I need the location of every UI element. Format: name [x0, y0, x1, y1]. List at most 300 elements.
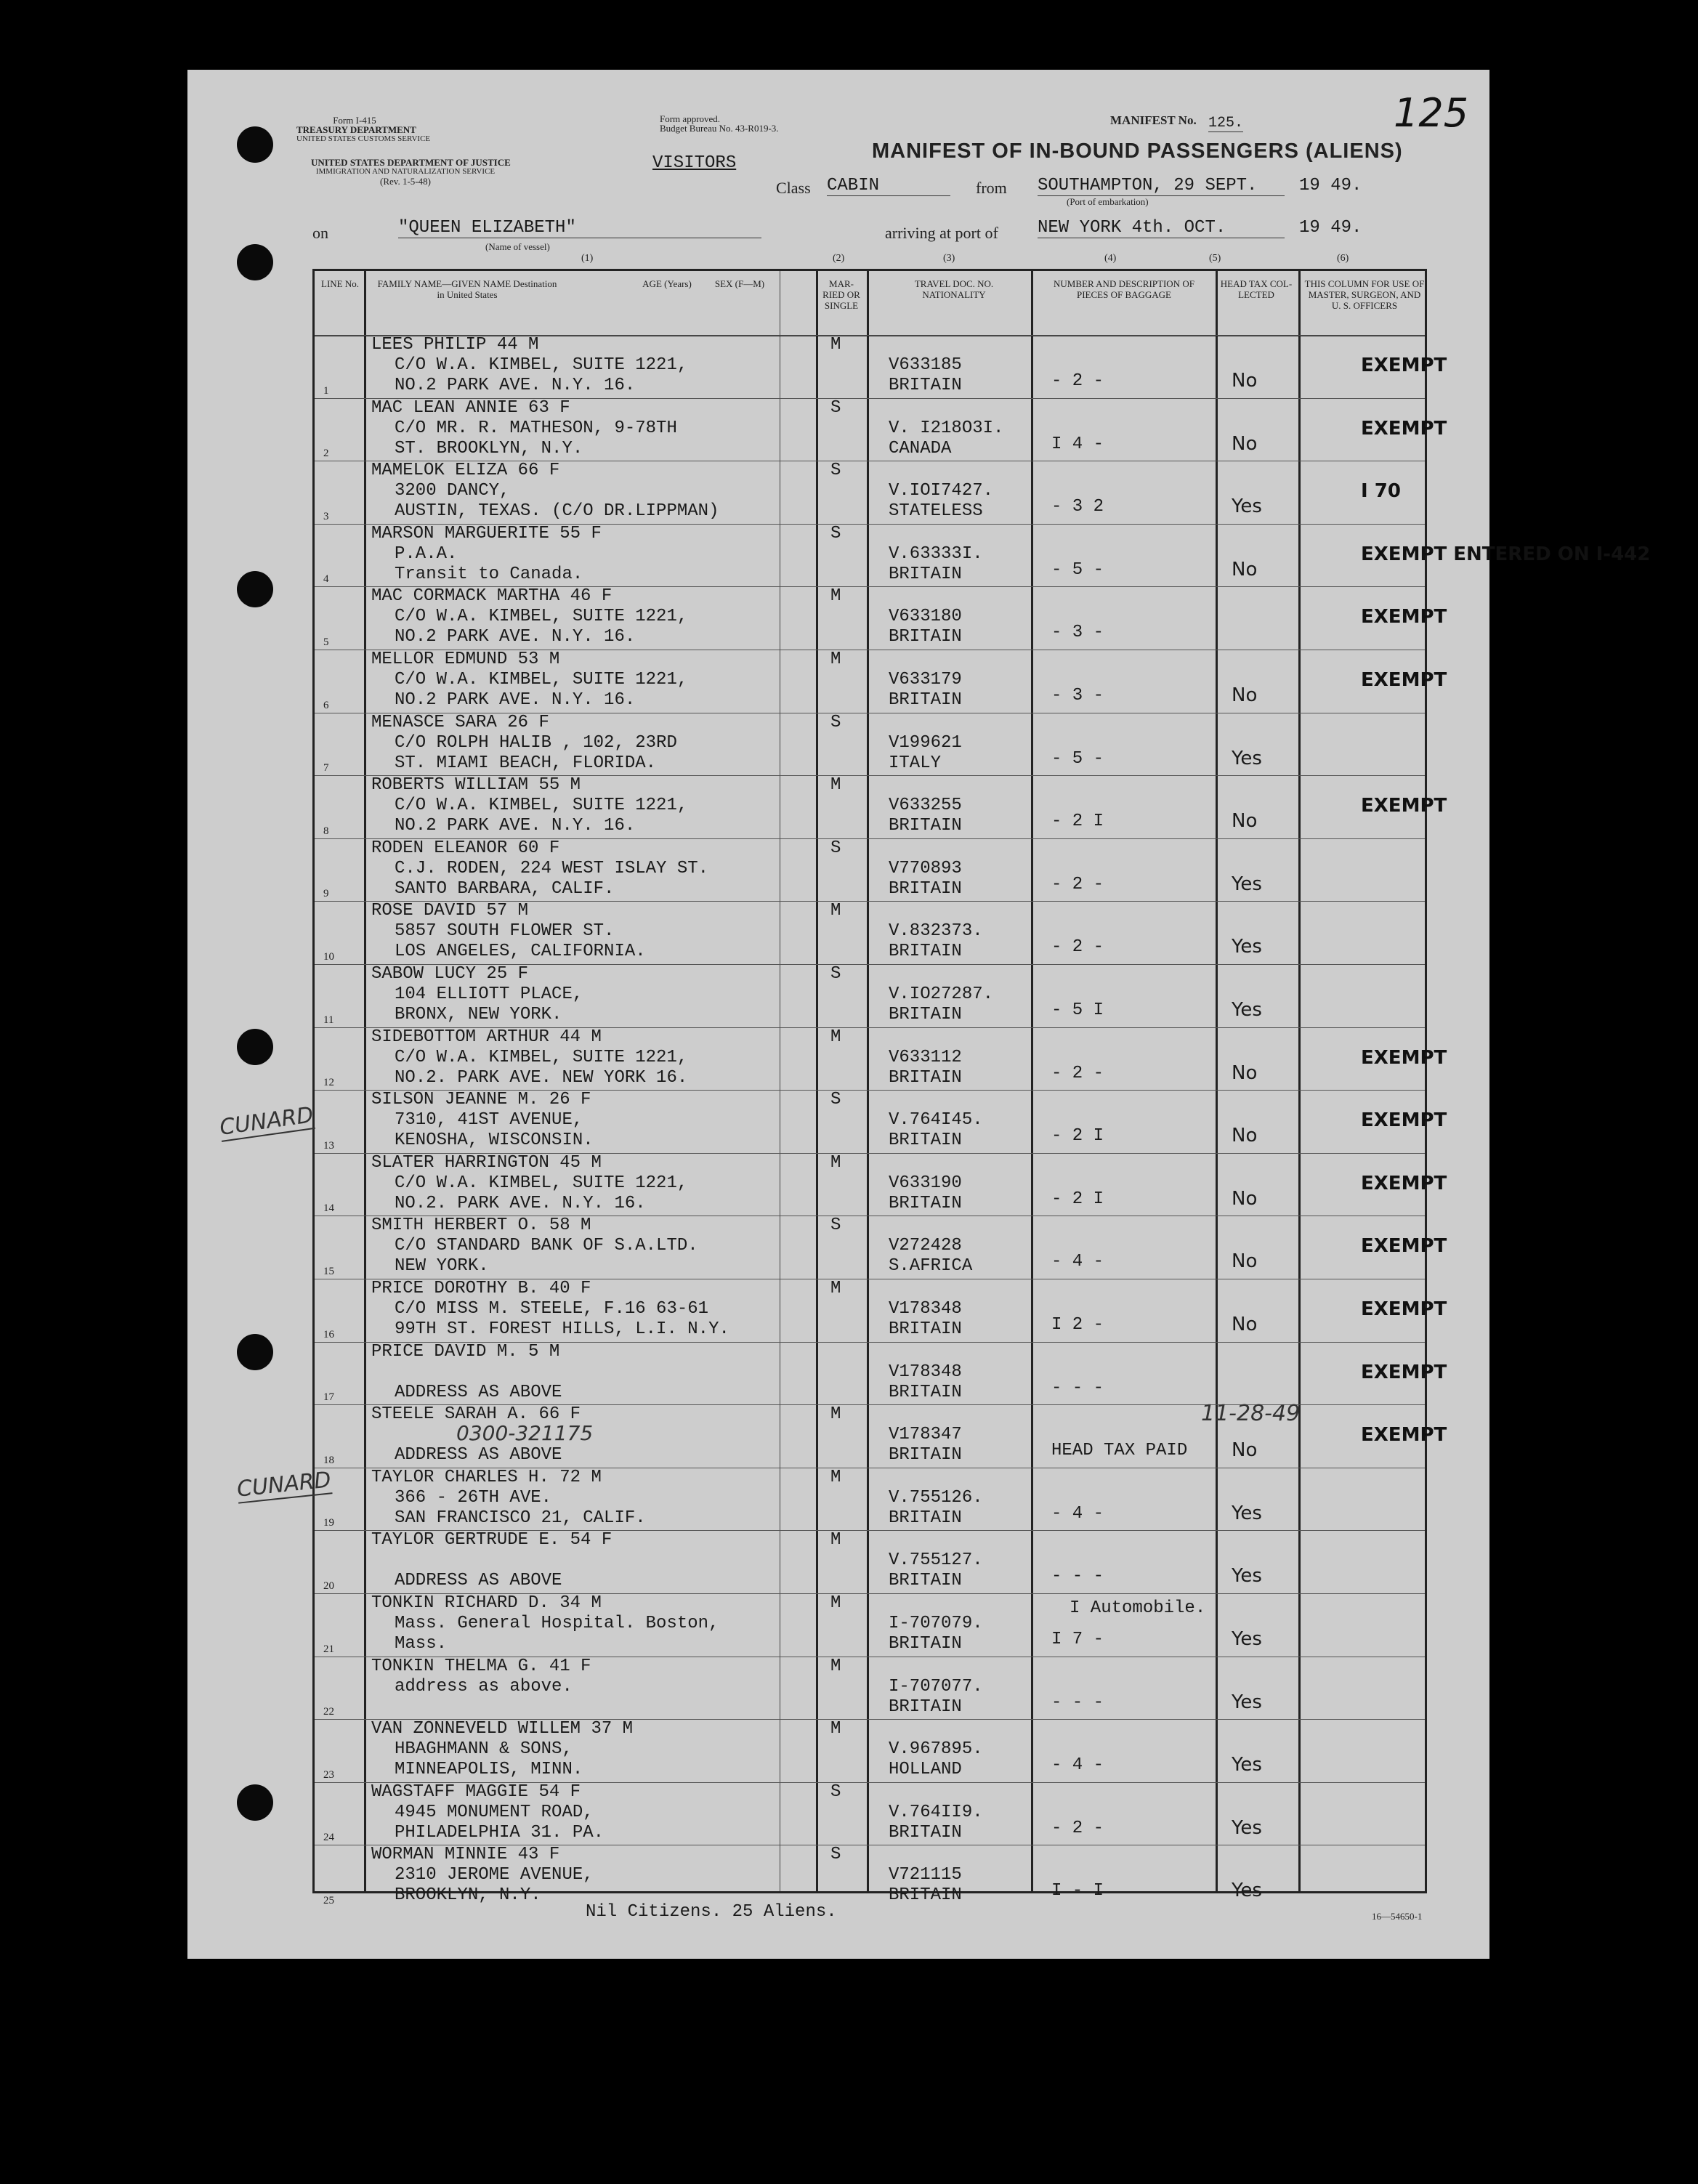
- nationality: BRITAIN: [889, 1445, 962, 1465]
- marital-status: S: [830, 1216, 841, 1236]
- baggage: I 2 -: [1051, 1315, 1104, 1335]
- manifest-no-handwritten: 125: [1394, 90, 1469, 136]
- travel-doc: V770893: [889, 858, 962, 878]
- address-line-1: C/O W.A. KIMBEL, SUITE 1221,: [395, 355, 688, 375]
- baggage: - - -: [1051, 1378, 1104, 1398]
- visitors-label: VISITORS: [652, 153, 737, 173]
- head-tax: No: [1232, 370, 1258, 392]
- nationality: BRITAIN: [889, 1822, 962, 1843]
- line-number: 4: [323, 573, 329, 586]
- baggage: - 2 I: [1051, 812, 1104, 832]
- table-row: [315, 586, 1447, 650]
- form-approved: Form approved.: [660, 113, 721, 124]
- address-line-2: LOS ANGELES, CALIFORNIA.: [395, 942, 646, 962]
- table-row: [315, 1719, 1425, 1783]
- marital-status: M: [830, 901, 841, 921]
- head-tax: Yes: [1232, 1502, 1262, 1524]
- travel-doc: V633179: [889, 670, 962, 689]
- baggage: - - -: [1051, 1692, 1104, 1712]
- address-line-2: Transit to Canada.: [395, 564, 583, 584]
- nationality: BRITAIN: [889, 1319, 962, 1339]
- automobile-note: I Automobile.: [1070, 1598, 1206, 1618]
- col-header-line: LINE No.: [321, 278, 359, 289]
- address-line-1: C/O MISS M. STEELE, F.16 63-61: [395, 1299, 709, 1319]
- marital-status: M: [830, 1593, 841, 1613]
- address-line-2: SAN FRANCISCO 21, CALIF.: [395, 1508, 646, 1528]
- vessel-name: "QUEEN ELIZABETH": [398, 218, 761, 238]
- marital-status: M: [830, 1027, 841, 1047]
- travel-doc: V.755127.: [889, 1550, 983, 1571]
- baggage: - 5 I: [1051, 1000, 1104, 1020]
- table-row: [315, 397, 1447, 462]
- address-line-1: C/O W.A. KIMBEL, SUITE 1221,: [395, 670, 688, 689]
- travel-doc: V.832373.: [889, 921, 983, 942]
- line-number: 21: [323, 1643, 334, 1655]
- nationality: BRITAIN: [889, 942, 962, 962]
- marital-status: S: [830, 964, 841, 984]
- line-number: 3: [323, 510, 329, 522]
- name-age-sex: ROBERTS WILLIAM 55 M: [371, 775, 581, 796]
- line-number: 19: [323, 1517, 334, 1529]
- head-tax: No: [1232, 432, 1258, 455]
- revision: (Rev. 1-5-48): [380, 176, 431, 187]
- address-line-1: HBAGHMANN & SONS,: [395, 1739, 573, 1760]
- form-code: 16—54650-1: [1372, 1911, 1423, 1922]
- punch-hole: [237, 571, 273, 607]
- address-line-2: ST. MIAMI BEACH, FLORIDA.: [395, 753, 657, 773]
- col-num: (6): [1337, 253, 1349, 264]
- line-number: 25: [323, 1894, 334, 1906]
- marital-status: S: [830, 838, 841, 858]
- nationality: BRITAIN: [889, 1193, 962, 1213]
- officer-stamp: EXEMPT: [1361, 795, 1447, 817]
- baggage: - 2 -: [1051, 371, 1104, 391]
- on-label: on: [312, 224, 328, 242]
- address-line-1: C/O ROLPH HALIB , 102, 23RD: [395, 732, 677, 753]
- nationality: HOLLAND: [889, 1760, 962, 1780]
- nationality: BRITAIN: [889, 1067, 962, 1088]
- officer-stamp: I 70: [1361, 480, 1401, 503]
- address-line-2: NO.2 PARK AVE. N.Y. 16.: [395, 690, 636, 710]
- name-age-sex: TAYLOR CHARLES H. 72 M: [371, 1467, 602, 1487]
- officer-stamp: EXEMPT: [1361, 1235, 1447, 1258]
- nationality: BRITAIN: [889, 1005, 962, 1024]
- travel-doc: V633255: [889, 796, 962, 816]
- name-age-sex: ROSE DAVID 57 M: [371, 901, 529, 921]
- address-line-1: address as above.: [395, 1676, 573, 1696]
- baggage: - 5 -: [1051, 748, 1104, 769]
- table-row: [315, 1152, 1447, 1217]
- cunard-note: CUNARD: [235, 1467, 333, 1502]
- head-tax: Yes: [1232, 1628, 1262, 1650]
- address-line-1: C/O W.A. KIMBEL, SUITE 1221,: [395, 607, 688, 627]
- head-tax: Yes: [1232, 747, 1262, 769]
- name-age-sex: MAMELOK ELIZA 66 F: [371, 461, 560, 481]
- name-age-sex: LEES PHILIP 44 M: [371, 335, 539, 355]
- address-line-1: C/O W.A. KIMBEL, SUITE 1221,: [395, 1173, 688, 1193]
- head-tax: Yes: [1232, 1816, 1262, 1839]
- travel-doc: V721115: [889, 1865, 962, 1885]
- address-line-1: 7310, 41ST AVENUE,: [395, 1110, 583, 1131]
- embarkation-note: (Port of embarkation): [1067, 196, 1149, 207]
- head-tax: Yes: [1232, 873, 1262, 895]
- table-row: [315, 713, 1425, 777]
- name-age-sex: SILSON JEANNE M. 26 F: [371, 1090, 591, 1110]
- head-tax: Yes: [1232, 999, 1262, 1021]
- name-age-sex: TAYLOR GERTRUDE E. 54 F: [371, 1530, 613, 1550]
- table-row: [315, 1468, 1425, 1532]
- treasury-dept: TREASURY DEPARTMENT: [296, 124, 416, 135]
- line-number: 8: [323, 825, 329, 837]
- nationality: BRITAIN: [889, 690, 962, 710]
- marital-status: M: [830, 1404, 841, 1425]
- address-line-2: NO.2. PARK AVE. N.Y. 16.: [395, 1193, 646, 1213]
- baggage: - 2 I: [1051, 1189, 1104, 1209]
- officer-stamp: EXEMPT: [1361, 1109, 1447, 1132]
- name-age-sex: RODEN ELEANOR 60 F: [371, 838, 560, 858]
- table-row: [315, 1341, 1447, 1406]
- baggage: - 2 -: [1051, 1818, 1104, 1838]
- line-number: 18: [323, 1454, 334, 1466]
- address-line-2: ADDRESS AS ABOVE: [395, 1571, 562, 1591]
- table-row: [315, 1530, 1425, 1594]
- col-num: (5): [1209, 253, 1221, 264]
- marital-status: M: [830, 1467, 841, 1487]
- nationality: CANADA: [889, 438, 952, 458]
- travel-doc: V.764I45.: [889, 1110, 983, 1131]
- name-age-sex: MAC LEAN ANNIE 63 F: [371, 397, 570, 418]
- baggage: HEAD TAX PAID: [1051, 1441, 1188, 1461]
- name-age-sex: SABOW LUCY 25 F: [371, 964, 529, 984]
- line-number: 16: [323, 1328, 334, 1340]
- officer-stamp: EXEMPT: [1361, 355, 1447, 376]
- address-line-2: AUSTIN, TEXAS. (C/O DR.LIPPMAN): [395, 501, 719, 522]
- table-row: [315, 838, 1425, 902]
- nationality: BRITAIN: [889, 627, 962, 647]
- manifest-table: [312, 269, 1651, 1906]
- line-number: 11: [323, 1014, 334, 1026]
- marital-status: S: [830, 712, 841, 732]
- col-num: (3): [943, 253, 955, 264]
- table-row: [315, 1216, 1447, 1279]
- address-line-1: C.J. RODEN, 224 WEST ISLAY ST.: [395, 858, 709, 878]
- name-age-sex: SIDEBOTTOM ARTHUR 44 M: [371, 1027, 602, 1047]
- class-label: Class: [776, 179, 811, 197]
- name-age-sex: WAGSTAFF MAGGIE 54 F: [371, 1781, 581, 1802]
- head-tax: No: [1232, 1061, 1258, 1084]
- address-line-2: ADDRESS AS ABOVE: [395, 1382, 562, 1402]
- table-row: [315, 775, 1447, 839]
- travel-doc: V.63333I.: [889, 543, 983, 564]
- nationality: BRITAIN: [889, 376, 962, 395]
- marital-status: S: [830, 1845, 841, 1865]
- line-number: 5: [323, 636, 329, 648]
- line-number: 12: [323, 1077, 334, 1089]
- travel-doc: V178347: [889, 1425, 962, 1445]
- travel-doc: V633112: [889, 1047, 962, 1067]
- arriving-value: NEW YORK 4th. OCT.: [1038, 218, 1285, 238]
- nationality: BRITAIN: [889, 1634, 962, 1654]
- table-row: [315, 523, 1651, 588]
- cunard-note: CUNARD: [218, 1102, 315, 1141]
- col-header-married: MAR-RIED OR SINGLE: [822, 278, 860, 311]
- nationality: BRITAIN: [889, 1508, 962, 1528]
- line-number: 6: [323, 699, 329, 711]
- manifest-no-label: MANIFEST No.: [1110, 113, 1197, 127]
- address-line-2: ST. BROOKLYN, N.Y.: [395, 438, 583, 458]
- marital-status: M: [830, 1279, 841, 1298]
- address-line-1: 4945 MONUMENT ROAD,: [395, 1802, 594, 1822]
- table-row: [315, 1657, 1425, 1720]
- address-line-2: NO.2 PARK AVE. N.Y. 16.: [395, 376, 636, 395]
- address-line-2: SANTO BARBARA, CALIF.: [395, 878, 615, 899]
- baggage: - - -: [1051, 1566, 1104, 1587]
- line-number: 2: [323, 448, 329, 460]
- address-line-2: Mass.: [395, 1634, 448, 1654]
- page-title: MANIFEST OF IN-BOUND PASSENGERS (ALIENS): [872, 139, 1403, 163]
- address-line-2: PHILADELPHIA 31. PA.: [395, 1822, 605, 1843]
- address-line-1: C/O STANDARD BANK OF S.A.LTD.: [395, 1236, 698, 1256]
- marital-status: S: [830, 523, 841, 543]
- punch-hole: [237, 1784, 273, 1821]
- head-tax: Yes: [1232, 1754, 1262, 1776]
- line-number: 15: [323, 1265, 334, 1277]
- travel-doc: V633190: [889, 1173, 962, 1193]
- customs-service: UNITED STATES CUSTOMS SERVICE: [296, 134, 431, 143]
- nationality: S.AFRICA: [889, 1256, 973, 1277]
- nationality: ITALY: [889, 753, 942, 773]
- summary: Nil Citizens. 25 Aliens.: [586, 1902, 837, 1922]
- arriving-year: 19 49.: [1299, 218, 1362, 238]
- baggage: I 4 -: [1051, 434, 1104, 454]
- name-age-sex: MELLOR EDMUND 53 M: [371, 650, 560, 669]
- form-number: Form I-415: [333, 115, 376, 126]
- travel-doc: V.755126.: [889, 1487, 983, 1508]
- head-tax: Yes: [1232, 1691, 1262, 1713]
- travel-doc: V.967895.: [889, 1739, 983, 1760]
- officer-stamp: EXEMPT: [1361, 1172, 1447, 1194]
- punch-hole: [237, 1334, 273, 1370]
- headtax-date: 11-28-49: [1201, 1401, 1301, 1426]
- address-line-1: 2310 JEROME AVENUE,: [395, 1865, 594, 1885]
- marital-status: M: [830, 1152, 841, 1173]
- baggage: I - I: [1051, 1881, 1104, 1901]
- marital-status: M: [830, 775, 841, 796]
- baggage: - 3 2: [1051, 497, 1104, 517]
- head-tax: No: [1232, 558, 1258, 581]
- marital-status: M: [830, 586, 841, 607]
- table-row: [315, 1090, 1447, 1154]
- address-line-2: NEW YORK.: [395, 1256, 489, 1277]
- col-num: (4): [1104, 253, 1117, 264]
- line-number: 14: [323, 1202, 334, 1215]
- officer-stamp: EXEMPT: [1361, 1046, 1447, 1069]
- name-age-sex: VAN ZONNEVELD WILLEM 37 M: [371, 1719, 634, 1739]
- travel-doc: V199621: [889, 732, 962, 753]
- travel-doc: V178348: [889, 1362, 962, 1382]
- line-number: 10: [323, 950, 334, 963]
- table-row: [315, 1027, 1447, 1091]
- officer-stamp: EXEMPT: [1361, 606, 1447, 628]
- nationality: BRITAIN: [889, 878, 962, 899]
- arriving-label: arriving at port of: [885, 224, 998, 242]
- table-row: [315, 335, 1447, 399]
- line-number: 9: [323, 888, 329, 900]
- name-age-sex: MENASCE SARA 26 F: [371, 712, 549, 732]
- head-tax: No: [1232, 1125, 1258, 1147]
- handwritten-number: 0300-321175: [456, 1421, 594, 1445]
- name-age-sex: MAC CORMACK MARTHA 46 F: [371, 586, 613, 607]
- line-number: 20: [323, 1580, 334, 1592]
- officer-stamp: EXEMPT: [1361, 1298, 1447, 1320]
- baggage: - 3 -: [1051, 686, 1104, 705]
- name-age-sex: WORMAN MINNIE 43 F: [371, 1845, 560, 1865]
- travel-doc: V633185: [889, 355, 962, 375]
- line-number: 24: [323, 1832, 334, 1844]
- address-line-1: C/O MR. R. MATHESON, 9-78TH: [395, 418, 677, 438]
- name-age-sex: TONKIN THELMA G. 41 F: [371, 1656, 591, 1676]
- officer-stamp: EXEMPT: [1361, 417, 1447, 440]
- address-line-1: C/O W.A. KIMBEL, SUITE 1221,: [395, 1047, 688, 1067]
- officer-stamp: EXEMPT: [1361, 1424, 1447, 1447]
- travel-doc: V.IO27287.: [889, 984, 994, 1004]
- nationality: STATELESS: [889, 501, 983, 522]
- head-tax: No: [1232, 810, 1258, 833]
- col-header-travel: TRAVEL DOC. NO. NATIONALITY: [914, 278, 994, 300]
- col-header-officers: THIS COLUMN FOR USE OF MASTER, SURGEON, AND U. S. OFFICERS: [1304, 278, 1425, 311]
- nationality: BRITAIN: [889, 1131, 962, 1151]
- address-line-1: 5857 SOUTH FLOWER ST.: [395, 921, 615, 942]
- marital-status: M: [830, 335, 841, 355]
- nationality: BRITAIN: [889, 816, 962, 836]
- head-tax: No: [1232, 1187, 1258, 1210]
- nationality: BRITAIN: [889, 1696, 962, 1717]
- line-number: 13: [323, 1139, 334, 1152]
- address-line-2: 99TH ST. FOREST HILLS, L.I. N.Y.: [395, 1319, 729, 1339]
- address-line-1: 366 - 26TH AVE.: [395, 1487, 552, 1508]
- head-tax: Yes: [1232, 496, 1262, 518]
- head-tax: Yes: [1232, 936, 1262, 958]
- name-age-sex: PRICE DOROTHY B. 40 F: [371, 1279, 591, 1298]
- name-age-sex: PRICE DAVID M. 5 M: [371, 1341, 560, 1362]
- head-tax: No: [1232, 684, 1258, 706]
- travel-doc: V633180: [889, 607, 962, 627]
- line-number: 7: [323, 762, 329, 774]
- address-line-1: Mass. General Hospital. Boston,: [395, 1614, 719, 1633]
- head-tax: No: [1232, 1250, 1258, 1273]
- baggage: - 4 -: [1051, 1252, 1104, 1272]
- nationality: BRITAIN: [889, 1382, 962, 1402]
- budget-bureau: Budget Bureau No. 43-R019-3.: [660, 123, 779, 134]
- from-label: from: [976, 179, 1007, 197]
- table-row: [315, 1782, 1425, 1846]
- marital-status: S: [830, 1090, 841, 1110]
- table-row: [315, 1593, 1425, 1657]
- address-line-1: 3200 DANCY,: [395, 481, 510, 501]
- travel-doc: V.764II9.: [889, 1802, 983, 1822]
- travel-doc: I-707077.: [889, 1676, 983, 1696]
- baggage: - 2 -: [1051, 1063, 1104, 1083]
- col-header-name: FAMILY NAME—GIVEN NAME Destination in United States: [377, 278, 557, 300]
- nationality: BRITAIN: [889, 564, 962, 584]
- address-line-2: BROOKLYN, N.Y.: [395, 1885, 541, 1906]
- line-number: 17: [323, 1391, 334, 1404]
- from-value: SOUTHAMPTON, 29 SEPT.: [1038, 176, 1285, 196]
- justice-dept: UNITED STATES DEPARTMENT OF JUSTICE: [311, 157, 511, 168]
- marital-status: M: [830, 1656, 841, 1676]
- officer-stamp: EXEMPT: [1361, 1361, 1447, 1383]
- travel-doc: V178348: [889, 1299, 962, 1319]
- baggage: - 2 -: [1051, 874, 1104, 894]
- address-line-2: NO.2. PARK AVE. NEW YORK 16.: [395, 1067, 688, 1088]
- name-age-sex: MARSON MARGUERITE 55 F: [371, 523, 602, 543]
- baggage: - 4 -: [1051, 1755, 1104, 1776]
- line-number: 22: [323, 1706, 334, 1718]
- address-line-2: KENOSHA, WISCONSIN.: [395, 1131, 594, 1151]
- col-header-age: AGE (Years): [642, 278, 692, 289]
- address-line-2: NO.2 PARK AVE. N.Y. 16.: [395, 627, 636, 647]
- officer-stamp: EXEMPT: [1361, 669, 1447, 691]
- baggage: - 5 -: [1051, 559, 1104, 580]
- marital-status: M: [830, 1719, 841, 1739]
- baggage: - 3 -: [1051, 623, 1104, 643]
- punch-hole: [237, 244, 273, 280]
- name-age-sex: STEELE SARAH A. 66 F: [371, 1404, 581, 1425]
- col-header-baggage: NUMBER AND DESCRIPTION OF PIECES OF BAGGAGE: [1054, 278, 1194, 300]
- address-line-1: P.A.A.: [395, 543, 458, 564]
- table-row: [315, 901, 1425, 965]
- punch-hole: [237, 126, 273, 163]
- table-row: [315, 1279, 1447, 1343]
- nationality: BRITAIN: [889, 1885, 962, 1906]
- head-tax: No: [1232, 1314, 1258, 1335]
- line-number: 23: [323, 1768, 334, 1781]
- name-age-sex: SMITH HERBERT O. 58 M: [371, 1216, 591, 1236]
- travel-doc: V272428: [889, 1236, 962, 1256]
- head-tax: No: [1232, 1439, 1258, 1462]
- nationality: BRITAIN: [889, 1571, 962, 1591]
- baggage: I 7 -: [1051, 1630, 1104, 1649]
- marital-status: S: [830, 461, 841, 481]
- marital-status: M: [830, 650, 841, 669]
- table-row: [315, 1845, 1425, 1909]
- manifest-no: 125.: [1208, 115, 1244, 132]
- name-age-sex: SLATER HARRINGTON 45 M: [371, 1152, 602, 1173]
- col-num: (2): [833, 253, 845, 264]
- address-line-2: MINNEAPOLIS, MINN.: [395, 1760, 583, 1780]
- marital-status: S: [830, 397, 841, 418]
- immigration-service: IMMIGRATION AND NATURALIZATION SERVICE: [315, 167, 496, 176]
- address-line-2: NO.2 PARK AVE. N.Y. 16.: [395, 816, 636, 836]
- line-number: 1: [323, 384, 329, 397]
- vessel-note: (Name of vessel): [485, 241, 550, 252]
- from-year: 19 49.: [1299, 176, 1362, 195]
- officer-stamp: EXEMPT ENTERED ON I-442: [1361, 543, 1651, 565]
- col-num: (1): [581, 253, 594, 264]
- head-tax: Yes: [1232, 1880, 1262, 1902]
- table-row: [315, 650, 1447, 713]
- manifest-page: [187, 70, 1651, 1959]
- marital-status: S: [830, 1781, 841, 1802]
- marital-status: M: [830, 1530, 841, 1550]
- baggage: - 2 -: [1051, 937, 1104, 958]
- address-line-2: BRONX, NEW YORK.: [395, 1005, 562, 1024]
- punch-hole: [237, 1029, 273, 1065]
- travel-doc: V.IOI7427.: [889, 481, 994, 501]
- travel-doc: V. I218O3I.: [889, 418, 1004, 438]
- col-header-headtax: HEAD TAX COL-LECTED: [1220, 278, 1293, 300]
- address-line-1: C/O W.A. KIMBEL, SUITE 1221,: [395, 796, 688, 816]
